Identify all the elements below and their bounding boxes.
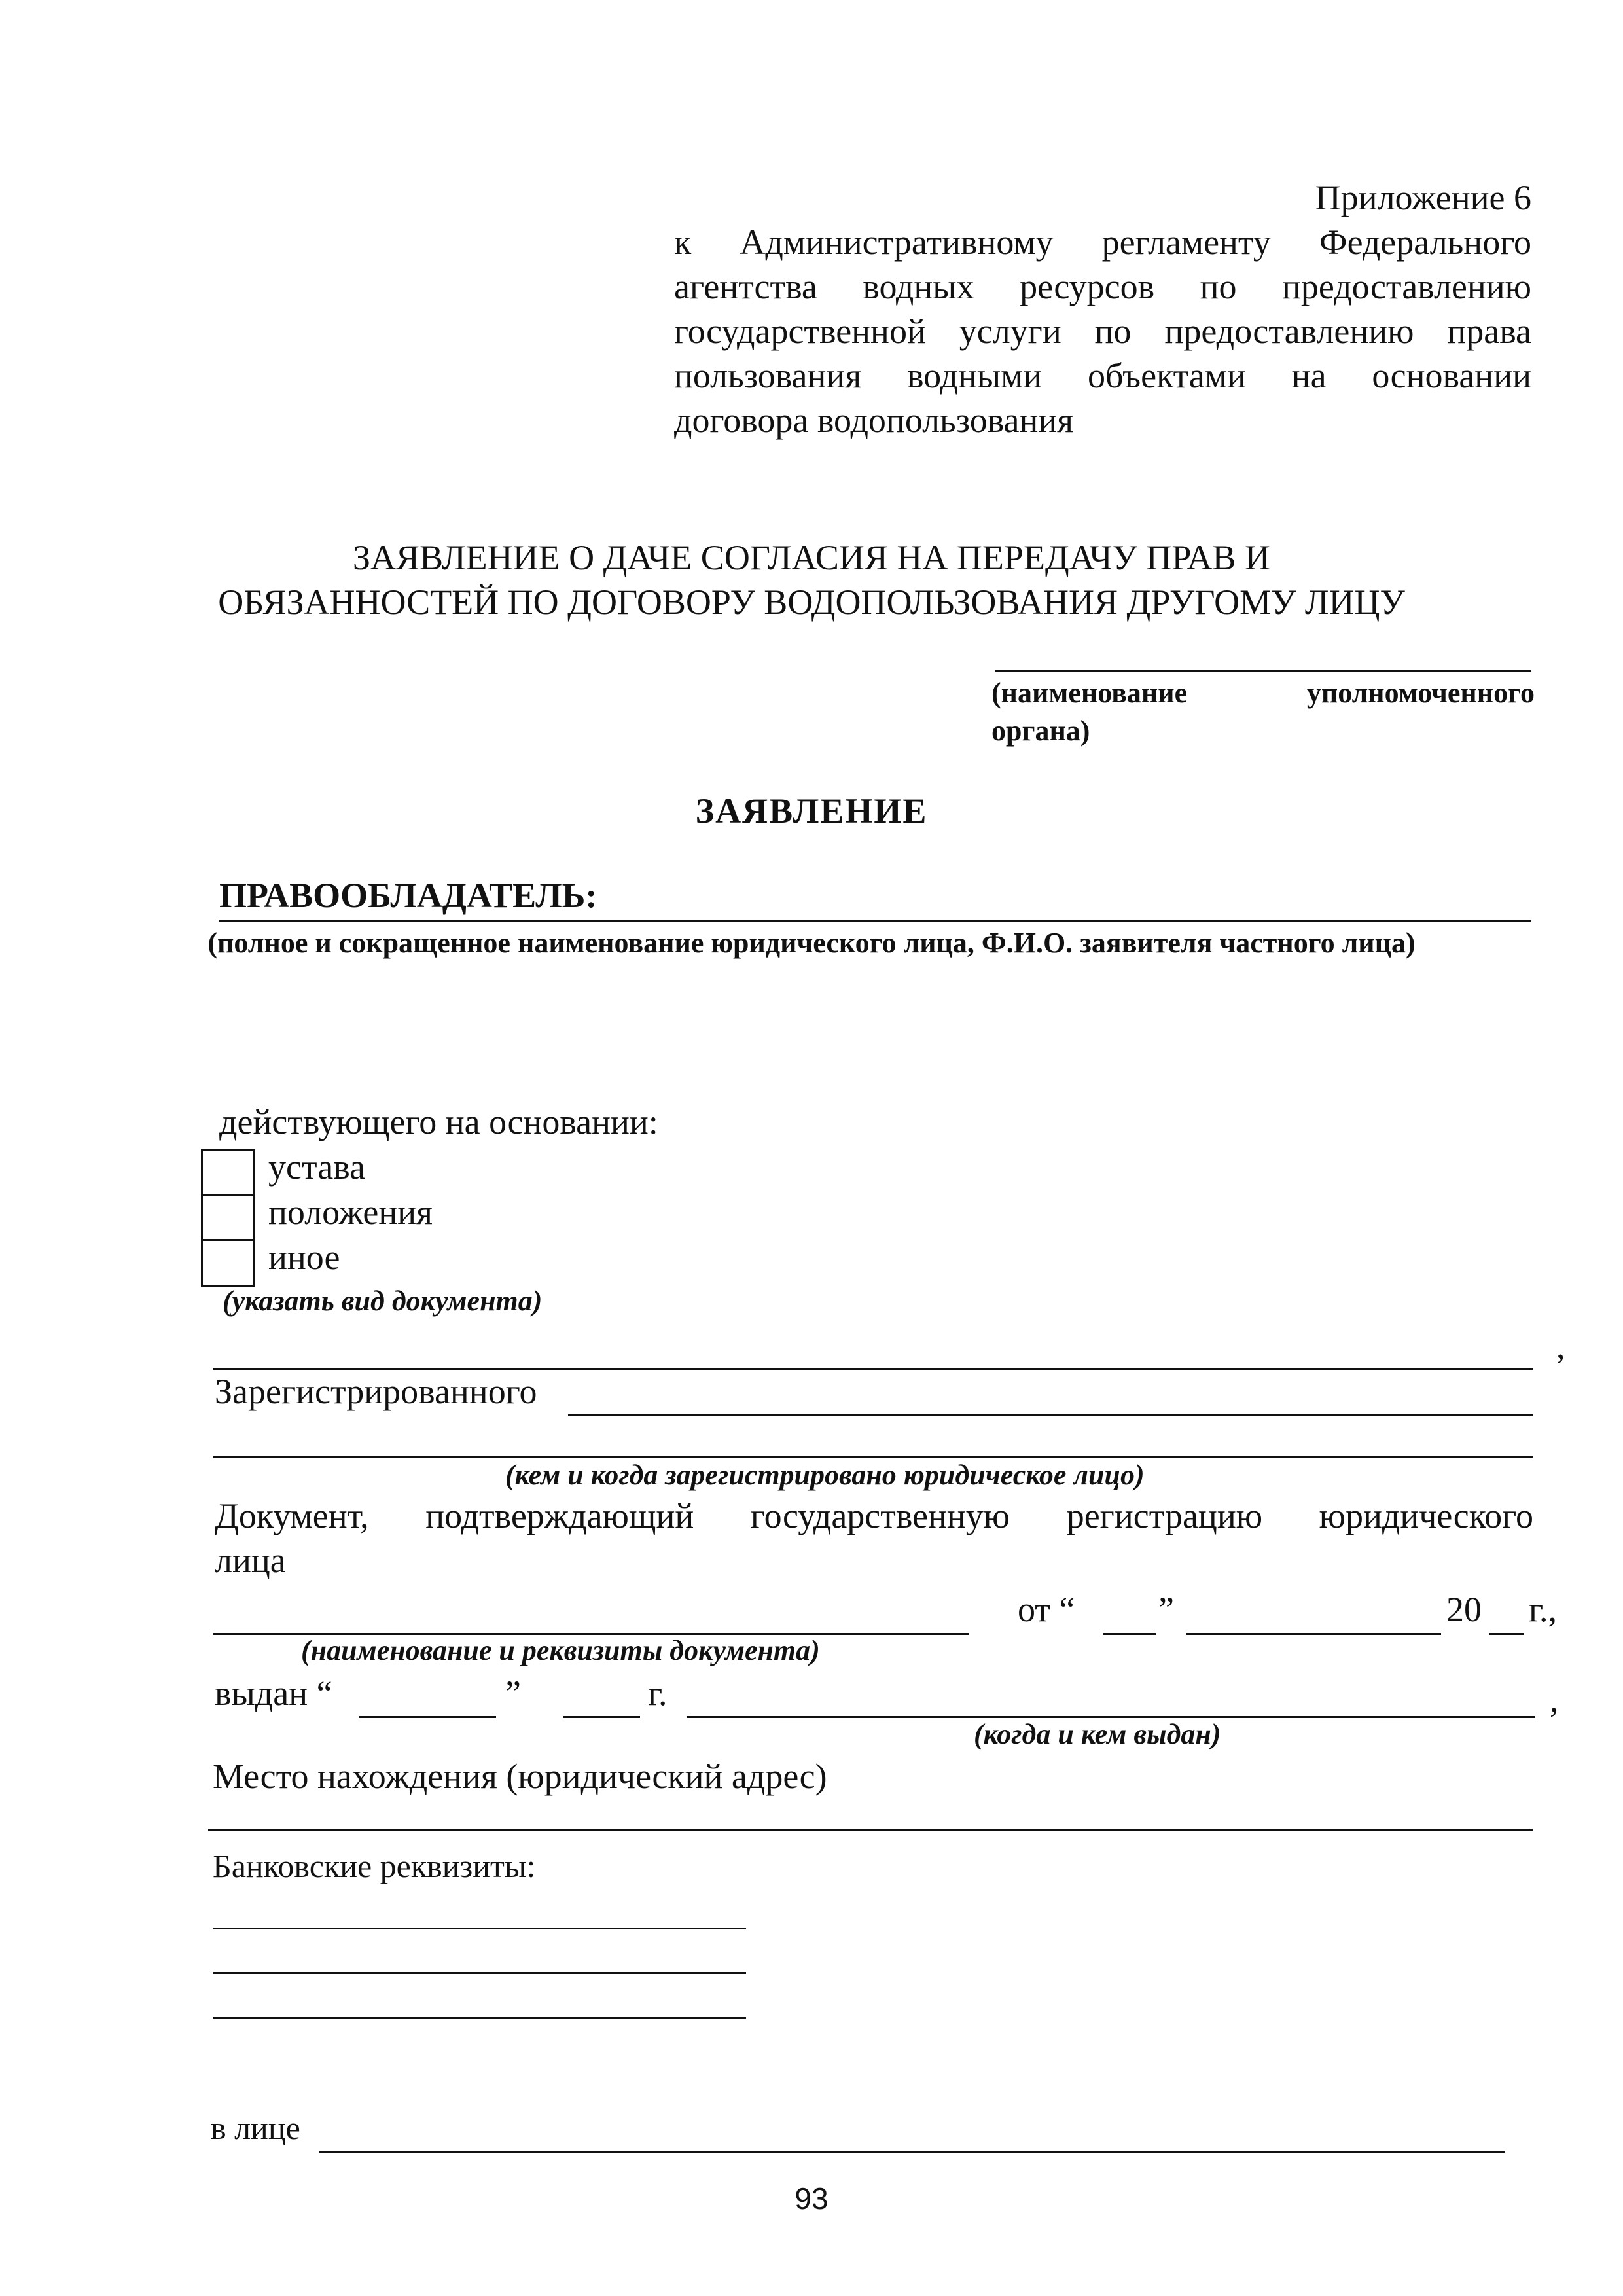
document-from-label: от “	[1018, 1590, 1075, 1629]
document-word: юридического	[1319, 1496, 1533, 1535]
document-word: государственную	[750, 1496, 1010, 1535]
checkbox-charter[interactable]	[201, 1149, 255, 1197]
authority-hint-left: (наименование	[991, 677, 1188, 709]
checkbox-regulation[interactable]	[201, 1194, 255, 1242]
document-day-field[interactable]	[1103, 1633, 1156, 1635]
document-heading	[0, 535, 1623, 624]
issued-close-quote: ”	[505, 1674, 521, 1713]
registration-label: Зарегистрированного	[215, 1372, 537, 1411]
basis-label: действующего на основании:	[219, 1102, 658, 1141]
document-year-prefix: 20	[1446, 1590, 1482, 1629]
heading-line-2: ОБЯЗАННОСТЕЙ ПО ДОГОВОРУ ВОДОПОЛЬЗОВАНИЯ ДРУГОМУ ЛИЦУ	[218, 583, 1405, 622]
issued-hint: (когда и кем выдан)	[974, 1718, 1221, 1750]
person-label: в лице	[211, 2109, 300, 2146]
bank-field-3[interactable]	[213, 2017, 746, 2019]
document-hint: (наименование и реквизиты документа)	[301, 1634, 820, 1666]
holder-label: ПРАВООБЛАДАТЕЛЬ:	[219, 876, 597, 915]
option-charter-label: устава	[268, 1147, 365, 1187]
holder-field[interactable]	[219, 920, 1531, 922]
address-field[interactable]	[208, 1829, 1533, 1831]
appendix-text	[674, 220, 1531, 442]
authority-hint	[991, 674, 1535, 750]
issued-day-field[interactable]	[359, 1716, 496, 1718]
page-number: 93	[794, 2181, 829, 2215]
person-field[interactable]	[319, 2151, 1505, 2153]
holder-hint: (полное и сокращенное наименование юридического лица, Ф.И.О. заявителя частного лица)	[207, 927, 1416, 959]
option-other-label: иное	[268, 1238, 340, 1277]
basis-document-field[interactable]	[213, 1368, 1533, 1370]
option-regulation-label: положения	[268, 1193, 433, 1232]
bank-field-2[interactable]	[213, 1972, 746, 1974]
document-line-1	[215, 1496, 1533, 1536]
document-word: подтверждающий	[425, 1496, 694, 1535]
document-from-close: ”	[1158, 1590, 1174, 1629]
authority-field[interactable]	[995, 670, 1531, 672]
basis-hint: (указать вид документа)	[223, 1285, 543, 1317]
heading-line-1: ЗАЯВЛЕНИЕ О ДАЧЕ СОГЛАСИЯ НА ПЕРЕДАЧУ ПРАВ И	[352, 538, 1271, 577]
authority-hint-right: уполномоченного	[1306, 677, 1535, 709]
document-line-2: лица	[215, 1541, 286, 1580]
registration-field[interactable]	[568, 1414, 1533, 1416]
issued-year-mark: г.	[648, 1674, 668, 1713]
appendix-title: Приложение 6	[1315, 178, 1531, 217]
statement-title: ЗАЯВЛЕНИЕ	[695, 791, 928, 831]
issued-label: выдан “	[215, 1674, 332, 1713]
registration-hint: (кем и когда зарегистрировано юридическое лицо)	[505, 1459, 1145, 1491]
document-year-suffix: г.,	[1529, 1590, 1558, 1629]
issued-comma: ,	[1550, 1680, 1559, 1719]
document-month-field[interactable]	[1186, 1633, 1441, 1635]
bank-label: Банковские реквизиты:	[213, 1848, 536, 1884]
authority-hint-line2: органа)	[991, 715, 1090, 747]
appendix-line: пользования водными объектами на основании	[674, 356, 1531, 395]
basis-comma: ,	[1556, 1327, 1565, 1366]
issued-year-field[interactable]	[563, 1716, 640, 1718]
bank-field-1[interactable]	[213, 1928, 746, 1929]
appendix-line: государственной услуги по предоставлению права	[674, 312, 1531, 351]
appendix-line: договора водопользования	[674, 401, 1074, 440]
document-word: Документ,	[215, 1496, 369, 1535]
document-word: регистрацию	[1066, 1496, 1263, 1535]
checkbox-other[interactable]	[201, 1239, 255, 1287]
appendix-line: к Административному регламенту Федерального	[674, 223, 1531, 262]
appendix-line: агентства водных ресурсов по предоставлению	[674, 267, 1531, 306]
document-year-field[interactable]	[1489, 1633, 1524, 1635]
address-label: Место нахождения (юридический адрес)	[213, 1757, 827, 1796]
